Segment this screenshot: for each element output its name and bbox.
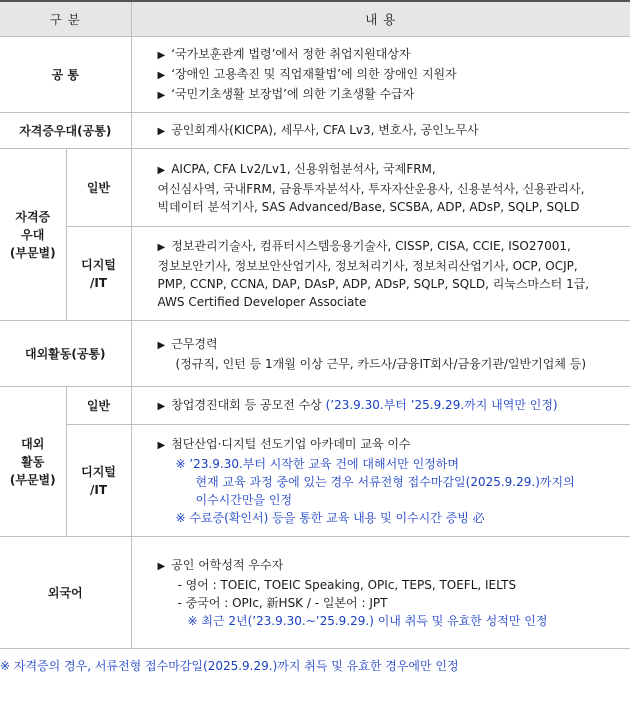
row-common [0,37,630,113]
triangle-bullet-icon: ▶ [157,339,166,351]
sub-item: - 중국어 : OPIc, 新HSK / - 일본어 : JPT [177,595,388,610]
triangle-bullet-icon: ▶ [157,69,166,81]
list-item-cont: 정보보안기사, 정보보안산업기사, 정보처리기사, 정보처리산업기사, OCP, OCJP, [157,258,578,273]
row-sub-label: 일반 [66,149,131,227]
note-line: 현재 교육 과정 중에 있는 경우 서류전형 접수마감일(2025.9.29.)까지의 [195,474,575,489]
triangle-bullet-icon: ▶ [157,125,166,137]
row-label: 외국어 [0,537,131,649]
list-item: ▶ 공인 어학성적 우수자 [157,557,284,572]
row-sub-label: 디지털 /IT [66,425,131,537]
list-item-cont: AWS Certified Developer Associate [157,294,367,309]
row-sub-label: 디지털 /IT [66,227,131,321]
row-content [131,113,630,149]
list-item: ▶ 창업경진대회 등 공모전 수상 (’23.9.30.부터 ’25.9.29.까지 내역만 인정) [157,397,558,412]
list-item-cont: PMP, CCNP, CCNA, DAP, DAsP, ADP, ADsP, SQLP, SQLD, 리눅스마스터 1급, [157,276,590,291]
triangle-bullet-icon: ▶ [157,400,166,412]
list-item: ▶ ‘장애인 고용촉진 및 직업재활법’에 의한 장애인 지원자 [157,66,457,81]
triangle-bullet-icon: ▶ [157,49,166,61]
table-header [0,1,630,37]
footer-note: ※ 자격증의 경우, 서류전형 접수마감일(2025.9.29.)까지 취득 및 유효한 경우에만 인정 [0,659,459,673]
list-item-cont: 여신심사역, 국내FRM, 금융투자분석사, 투자자산운용사, 신용분석사, 신용관리사, [157,181,585,196]
note-line: ※ ’23.9.30.부터 시작한 교육 건에 대해서만 인정하며 [175,456,459,471]
note-line: ※ 최근 2년(’23.9.30.~’25.9.29.) 이내 취득 및 유효한 성적만 인정 [187,613,548,628]
period-note: (’23.9.30.부터 ’25.9.29.까지 내역만 인정) [325,397,558,412]
triangle-bullet-icon: ▶ [157,89,166,101]
header-content: 내 용 [131,1,630,37]
row-activity-general [0,387,630,425]
list-item: ▶ ‘국가보훈관계 법령’에서 정한 취업지원대상자 [157,46,411,61]
sub-item: - 영어 : TOEIC, TOEIC Speaking, OPIc, TEPS, TOEFL, IELTS [177,577,517,592]
list-item: ▶ 공인회계사(KICPA), 세무사, CFA Lv3, 변호사, 공인노무사 [157,122,479,137]
list-item: ▶ ‘국민기초생활 보장법’에 의한 기초생활 수급자 [157,86,415,101]
row-cert-digital [0,227,630,321]
row-content [131,537,630,649]
note-line: 이수시간만을 인정 [195,492,293,507]
row-content [131,321,630,387]
triangle-bullet-icon: ▶ [157,560,166,572]
row-activity-digital [0,425,630,537]
row-content [131,37,630,113]
row-group-label: 대외 활동 (부문별) [0,387,66,537]
row-label: 자격증우대(공통) [0,113,131,149]
list-item: ▶ 첨단산업·디지털 선도기업 아카데미 교육 이수 [157,436,411,451]
list-item: ▶ 근무경력 [157,336,218,351]
row-label: 공 통 [0,37,131,113]
row-group-label: 자격증 우대 (부문별) [0,149,66,321]
row-cert-general [0,149,630,227]
row-content [131,425,630,537]
list-item: ▶ AICPA, CFA Lv2/Lv1, 신용위험분석사, 국제FRM, [157,161,436,176]
triangle-bullet-icon: ▶ [157,164,166,176]
row-sub-label: 일반 [66,387,131,425]
triangle-bullet-icon: ▶ [157,439,166,451]
row-activity-common [0,321,630,387]
row-content [131,227,630,321]
triangle-bullet-icon: ▶ [157,241,166,253]
list-item-cont: 빅데이터 분석기사, SAS Advanced/Base, SCSBA, ADP, ADsP, SQLP, SQLD [157,199,580,214]
header-category: 구 분 [0,1,131,37]
row-content [131,149,630,227]
note-line: ※ 수료증(확인서) 등을 통한 교육 내용 및 이수시간 증빙 必 [175,510,485,525]
list-item-cont: (정규직, 인턴 등 1개월 이상 근무, 카드사/금융IT회사/금융기관/일반기업체 등) [175,356,586,371]
row-language [0,537,630,649]
row-content [131,387,630,425]
list-item: ▶ 정보관리기술사, 컴퓨터시스템응용기술사, CISSP, CISA, CCIE, ISO27001, [157,238,571,253]
row-label: 대외활동(공통) [0,321,131,387]
row-cert-common [0,113,630,149]
